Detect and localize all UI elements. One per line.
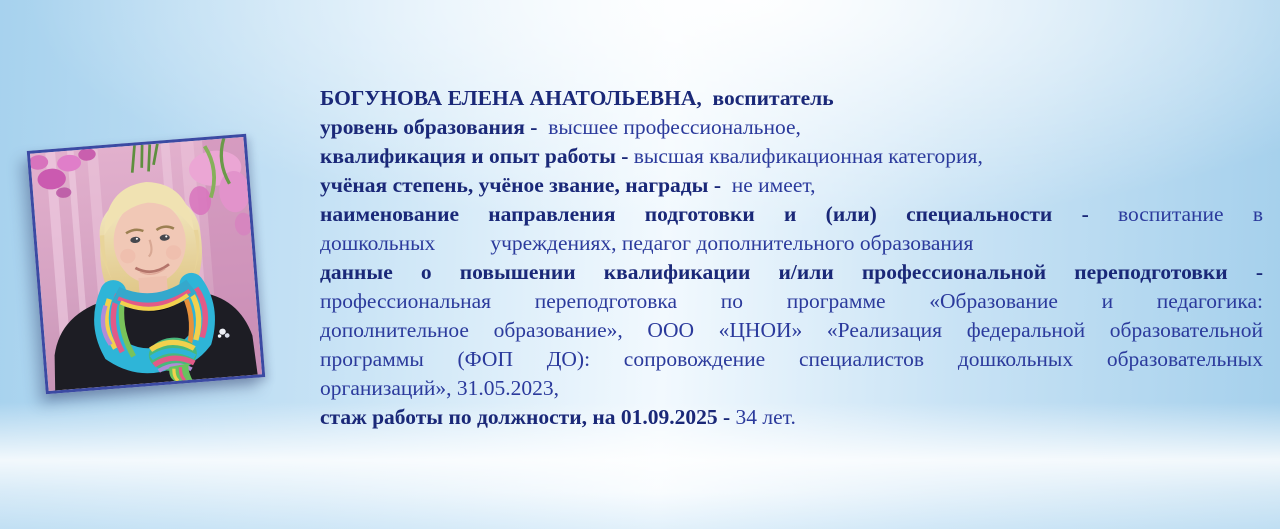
field-label: квалификация и опыт работы -: [320, 144, 634, 168]
field-value: профессиональная переподготовка по программе «Образование и педагогика:: [320, 289, 1263, 313]
field-value: учреждениях, педагог дополнительного образования: [490, 231, 974, 255]
field-value: дошкольных: [320, 231, 436, 255]
field-value: дополнительное образование», ООО «ЦНОИ» «Реализация федеральной образовательной: [320, 318, 1263, 342]
field-value: высшее профессиональное,: [542, 115, 801, 139]
profile-line-retraining-1: [320, 287, 1263, 316]
profile-line-degree-awards: [320, 171, 1263, 200]
field-value: 34 лет.: [735, 405, 796, 429]
profile-line-retraining-label: [320, 258, 1263, 287]
profile-line-qualification: [320, 142, 1263, 171]
profile-line-specialty-cont: [320, 229, 1263, 258]
field-label: наименование направления подготовки и (или) специальности -: [320, 202, 1118, 226]
profile-line-name: [320, 84, 1263, 113]
profile-line-retraining-4: [320, 374, 1263, 403]
field-label: стаж работы по должности, на 01.09.2025 -: [320, 405, 736, 429]
field-value: не имеет,: [726, 173, 816, 197]
profile-line-specialty: [320, 200, 1263, 229]
name-and-position-text: БОГУНОВА ЕЛЕНА АНАТОЛЬЕВНА, воспитатель: [320, 86, 834, 110]
field-value: организаций», 31.05.2023,: [320, 376, 560, 400]
profile-line-retraining-3: [320, 345, 1263, 374]
profile-line-education-level: [320, 113, 1263, 142]
field-value: программы (ФОП ДО): сопровождение специалистов дошкольных образовательных: [320, 347, 1263, 371]
field-label: данные о повышении квалификации и/или профессиональной переподготовки -: [320, 260, 1263, 284]
teacher-profile-text: [320, 84, 1263, 432]
teacher-photo-frame: [27, 134, 265, 395]
field-value: воспитание в: [1117, 202, 1263, 226]
teacher-portrait-photo: [30, 137, 262, 391]
field-value: высшая квалификационная категория,: [633, 144, 983, 168]
profile-line-retraining-2: [320, 316, 1263, 345]
profile-line-work-experience: [320, 403, 1263, 432]
field-label: учёная степень, учёное звание, награды -: [320, 173, 727, 197]
field-label: уровень образования -: [320, 115, 543, 139]
